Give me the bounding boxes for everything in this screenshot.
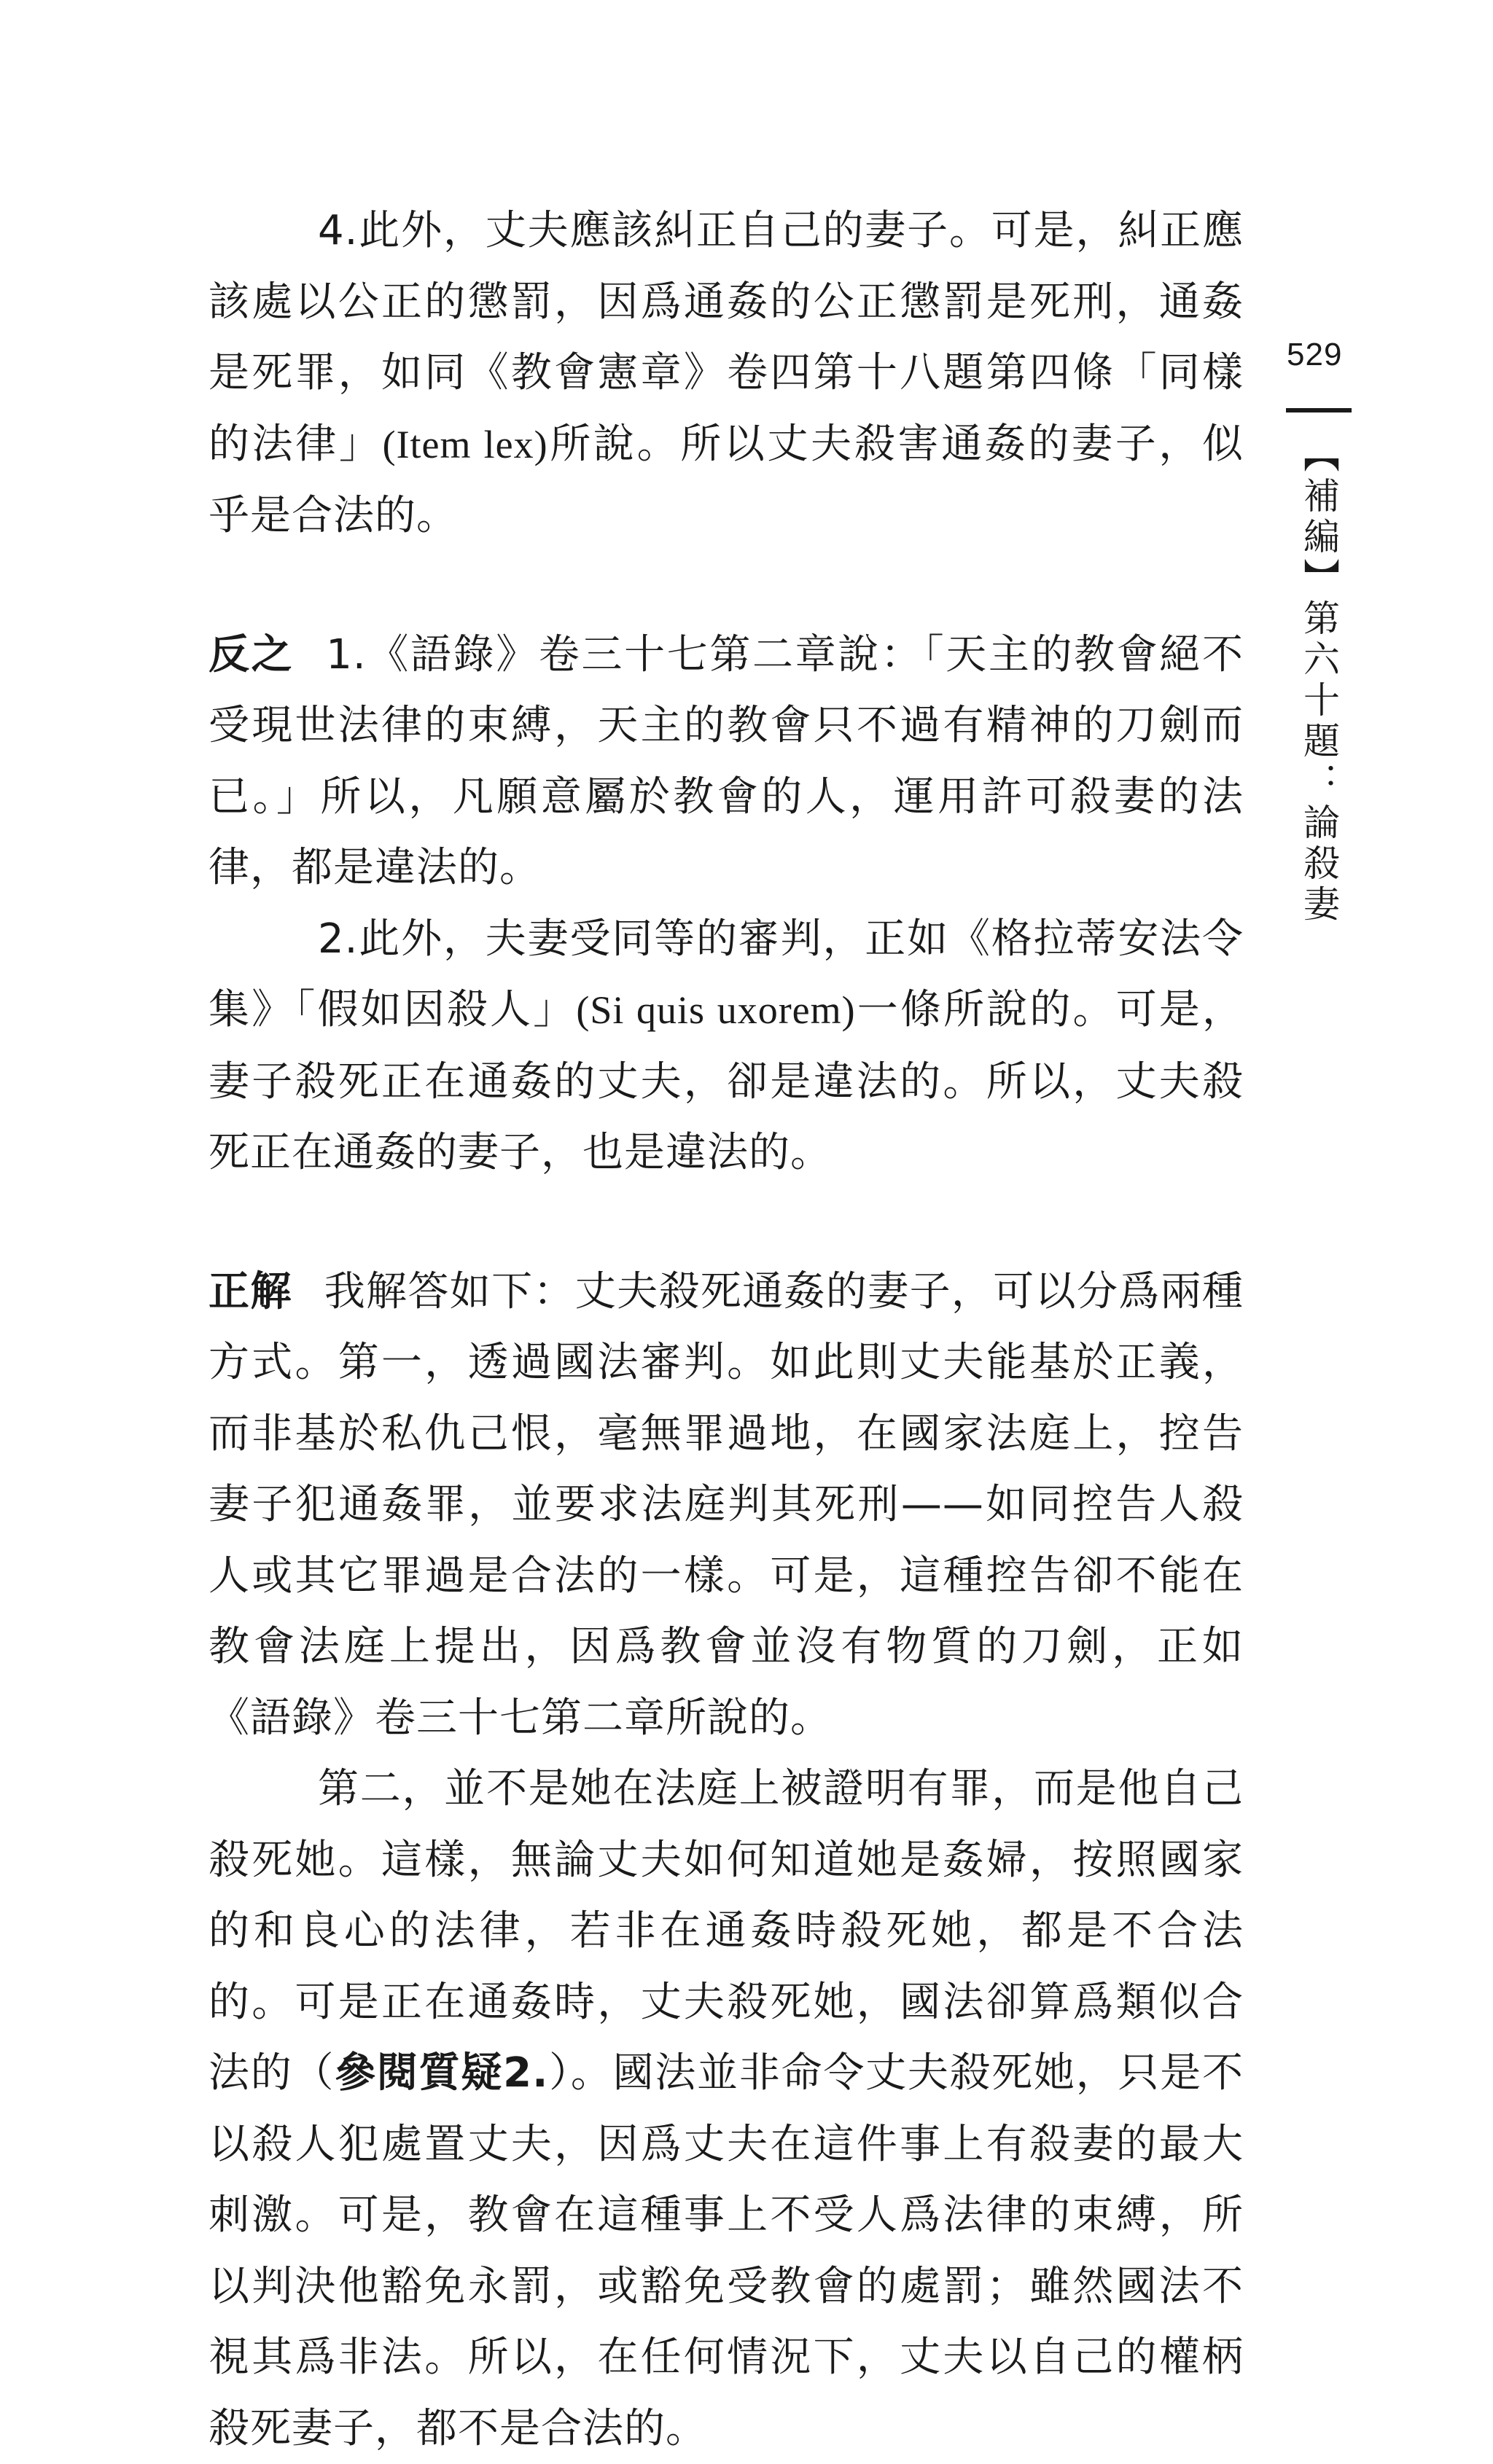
running-head: 【補編】第六十題：論殺妻: [1298, 436, 1340, 926]
answer-2-text-end: ）。國法並非命令丈夫殺死她，只是不以殺人犯處置丈夫，因爲丈夫在這件事上有殺妻的最大刺激。可是，教會在這種事上不受人爲法律的束縛，所以判決他豁免永罰，或豁免受教會的處罰；雖然國法不視其爲非法。所以，在任何情況下，丈夫以自己的權柄殺死妻子，都不是合法的。: [208, 2049, 1244, 2452]
answer-label: 正解: [208, 1267, 292, 1315]
contra-2-text-end: 一條所說的。可是，妻子殺死正在通姦的丈夫，卻是違法的。所以，丈夫殺死正在通姦的妻子，也是違法的。: [208, 986, 1244, 1176]
contra-2-text: 2.此外，夫妻受同等的審判，正如《格拉蒂安法令集》「假如因殺人」: [208, 915, 1244, 1033]
contra-1-text: 1.《語錄》卷三十七第二章說：「天主的教會絕不受現世法律的束縛，天主的教會只不過有精神的刀劍而已。」所以，凡願意屬於教會的人，運用許可殺妻的法律，都是違法的。: [208, 630, 1244, 891]
objection-4-text-end: 所說。所以丈夫殺害通姦的妻子，似乎是合法的。: [208, 420, 1244, 539]
side-rule-divider: [1286, 408, 1352, 412]
latin-term-item-lex: (Item lex): [382, 422, 548, 466]
objection-4-text: 4.此外，丈夫應該糾正自己的妻子。可是，糾正應該處以公正的懲罰，因爲通姦的公正懲罰是死刑，通姦是死罪，如同《教會憲章》卷四第十八題第四條「同樣的法律」: [208, 207, 1244, 468]
objection-4-paragraph: [208, 195, 1244, 552]
answer-1-text: 我解答如下：丈夫殺死通姦的妻子，可以分爲兩種方式。第一，透過國法審判。如此則丈夫能基於正義，而非基於私仇己恨，毫無罪過地，在國家法庭上，控告妻子犯通姦罪，並要求法庭判其死刑——如同控告人殺人或其它罪過是合法的一樣。可是，這種控告卻不能在教會法庭上提出，因爲教會並沒有物質的刀劍，正如《語錄》卷三十七第二章所說的。: [208, 1267, 1244, 1742]
page-number: 529: [1287, 337, 1343, 372]
contra-2-paragraph: [208, 904, 1244, 1189]
answer-2-text: 第二，並不是她在法庭上被證明有罪，而是他自己殺死她。這樣，無論丈夫如何知道她是姦婦，按照國家的和良心的法律，若非在通姦時殺死她，都是不合法的。可是正在通姦時，丈夫殺死她，國法卻算爲類似合法的（: [208, 1765, 1244, 2097]
main-text: [208, 195, 1244, 2464]
latin-term-si-quis-uxorem: (Si quis uxorem): [576, 988, 856, 1032]
cross-reference: 參閱質疑2.: [335, 2049, 549, 2097]
contra-1-paragraph: [208, 619, 1244, 904]
answer-2-paragraph: [208, 1753, 1244, 2464]
contra-label: 反之: [208, 630, 295, 678]
answer-1-paragraph: [208, 1256, 1244, 1754]
